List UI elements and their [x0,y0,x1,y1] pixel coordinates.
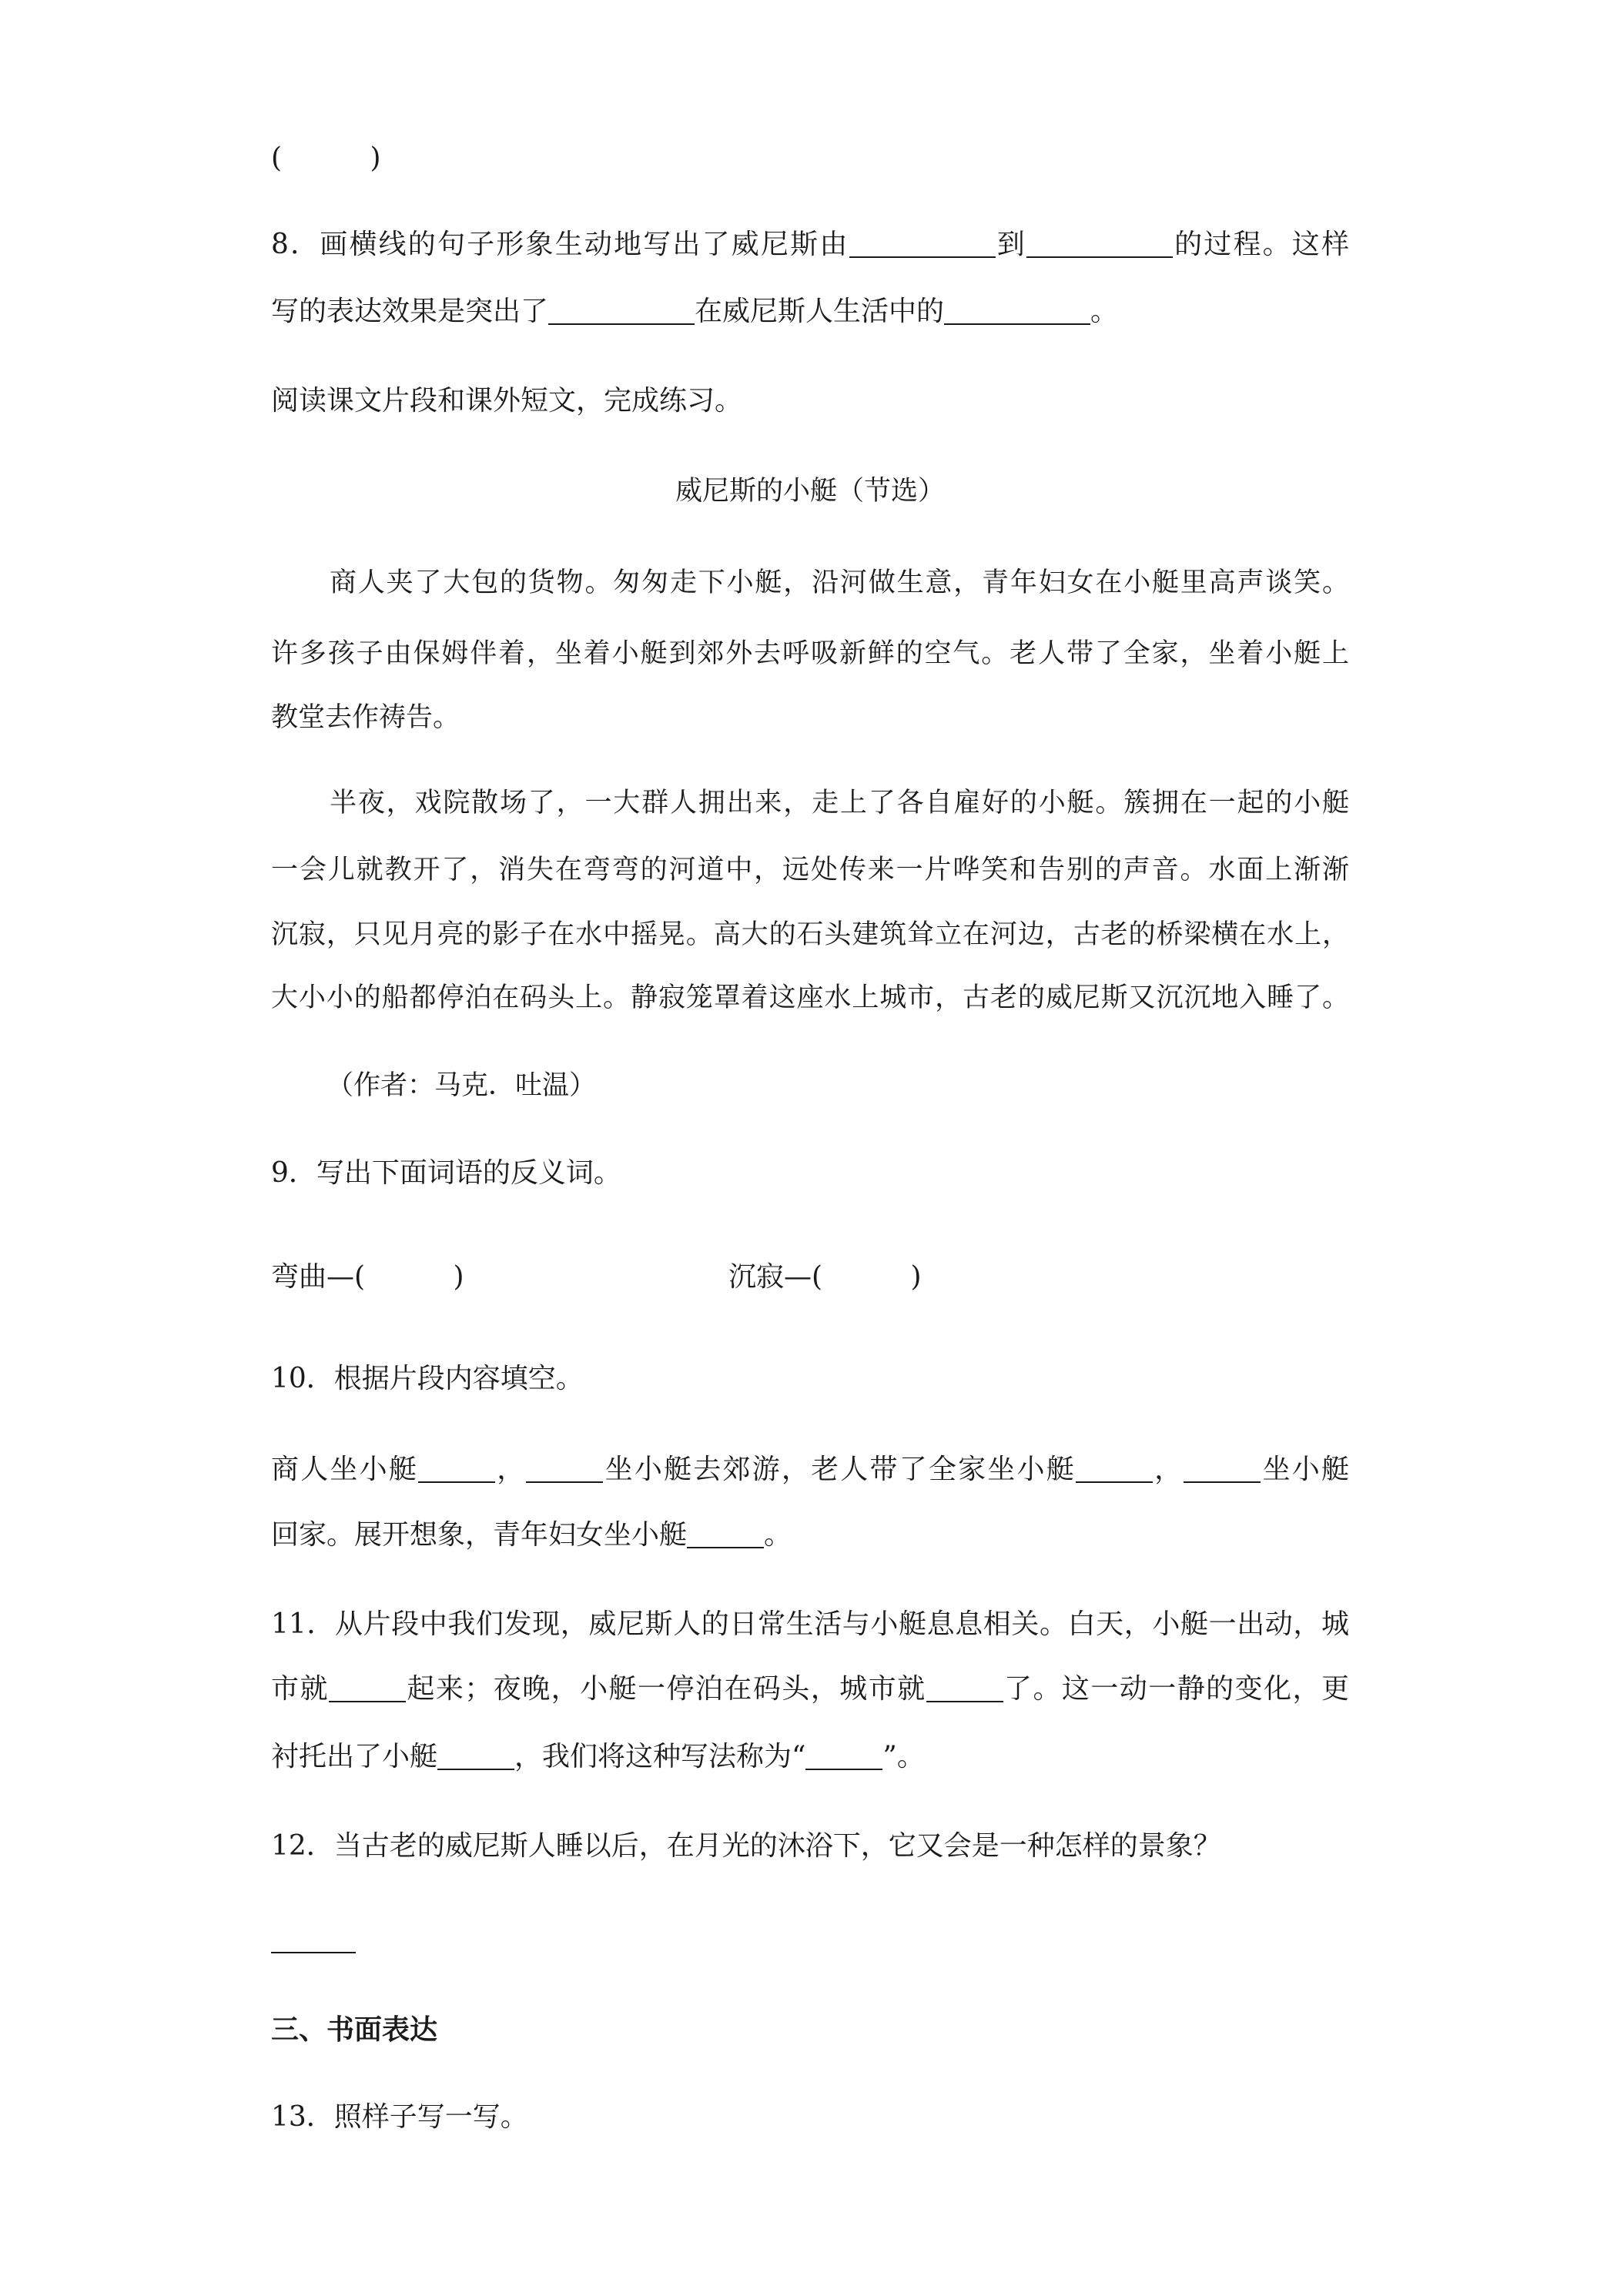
q10-line-1 [271,1454,1349,1485]
answer-blank [1076,1460,1153,1483]
answer-blank [418,1460,495,1483]
passage-author: （作者：马克．吐温） [326,1070,597,1101]
q12-prompt: 12．当古老的威尼斯人睡以后，在月光的沐浴下，它又会是一种怎样的景象？ [271,1830,1221,1862]
q11-text: ，我们将这种写法称为“ [514,1741,806,1772]
passage-p1-line: 商人夹了大包的货物。匆匆走下小艇，沿河做生意，青年妇女在小艇里高声谈笑。 [330,567,1349,598]
answer-blank [1026,235,1173,258]
q8-text: 在威尼斯人生活中的 [695,296,945,327]
answer-blank [329,1679,406,1702]
q10-prompt: 10．根据片段内容填空。 [271,1363,584,1394]
q8-text: 的过程。这样 [1172,229,1349,260]
q10-text: 。 [764,1519,792,1551]
q8-line-2 [271,296,1118,327]
passage-p1-line: 教堂去作祷告。 [271,702,460,733]
q11-text: 了。这一动一静的变化，更 [1003,1673,1349,1705]
answer-blank [1184,1460,1261,1483]
q11-line-1: 11．从片段中我们发现，威尼斯人的日常生活与小艇息息相关。白天，小艇一出动，城 [271,1608,1349,1640]
answer-blank [687,1525,764,1548]
q11-text: 起来；夜晚，小艇一停泊在码头，城市就 [405,1673,926,1705]
q8-line-1 [271,229,1349,260]
q11-text: 市就 [271,1673,329,1705]
answer-blank [548,302,695,325]
answer-blank [849,235,996,258]
q13-prompt: 13．照样子写一写。 [271,2101,528,2133]
q8-text: 8．画横线的句子形象生动地写出了威尼斯由 [271,229,849,260]
passage-p2-line: 大小小的船都停泊在码头上。静寂笼罩着这座水上城市，古老的威尼斯又沉沉地入睡了。 [271,982,1349,1013]
q9-item-1: 弯曲—( ) [271,1261,464,1293]
section-heading: 三、书面表达 [271,2013,438,2046]
passage-p1-line: 许多孩子由保姆伴着，坐着小艇到郊外去呼吸新鲜的空气。老人带了全家，坐着小艇上 [271,638,1349,669]
q10-text: 商人坐小艇 [271,1454,419,1485]
q12-answer-line [271,1925,356,1956]
answer-blank [805,1747,882,1770]
passage-title: 威尼斯的小艇（节选） [675,476,945,507]
q10-text: 坐小艇去郊游，老人带了全家坐小艇 [603,1454,1076,1485]
answer-blank [271,1930,356,1953]
passage-p2-line: 一会儿就教开了，消失在弯弯的河道中，远处传来一片哗笑和告别的声音。水面上渐渐 [271,855,1349,885]
q10-text: 坐小艇 [1261,1454,1349,1485]
q10-line-2 [271,1520,792,1551]
q11-text: ”。 [882,1741,925,1772]
reading-instruction: 阅读课文片段和课外短文，完成练习。 [271,385,743,417]
answer-blank [926,1679,1003,1702]
passage-p2-line: 沉寂，只见月亮的影子在水中摇晃。高大的石头建筑耸立在河边，古老的桥梁横在水上， [271,919,1349,950]
q8-text: 到 [995,229,1026,260]
q9-prompt: 9．写出下面词语的反义词。 [271,1157,621,1189]
q8-text: 写的表达效果是突出了 [271,296,549,327]
q11-line-2 [271,1674,1349,1705]
passage-p2-line: 半夜，戏院散场了，一大群人拥出来，走上了各自雇好的小艇。簇拥在一起的小艇 [330,788,1349,818]
q10-text: ， [1152,1454,1184,1485]
answer-blank [526,1460,603,1483]
q11-line-3 [271,1742,925,1772]
q11-text: 衬托出了小艇 [271,1741,438,1772]
q10-text: ， [495,1454,527,1485]
q7-answer-paren: ( ) [271,142,381,174]
answer-blank [944,302,1090,325]
answer-blank [437,1747,514,1770]
q10-text: 回家。展开想象，青年妇女坐小艇 [271,1519,688,1551]
q8-text: 。 [1090,296,1119,327]
q9-item-2: 沉寂—( ) [728,1261,922,1293]
